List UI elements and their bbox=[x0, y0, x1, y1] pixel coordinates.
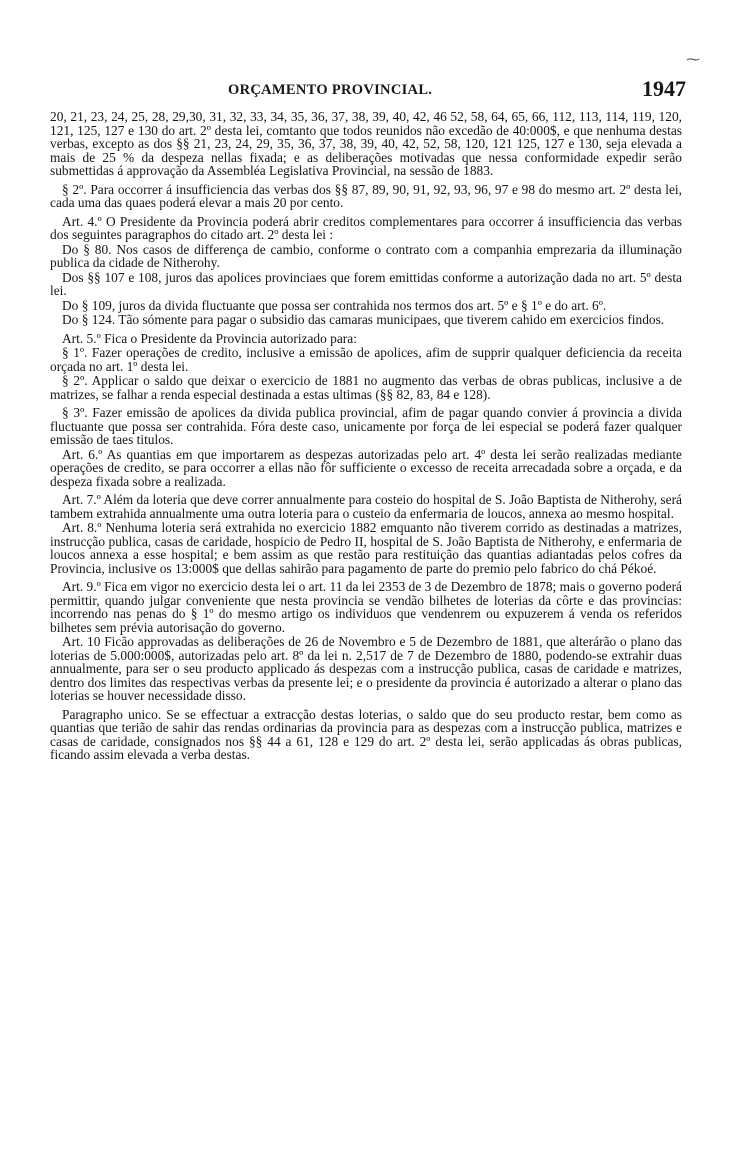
paragraph-art-4: Art. 4.º O Presidente da Provincia poderá abrir creditos complementares para occorrer á insufficiencia das verbas dos seguintes paragraphos do citado art. 2º desta lei : bbox=[50, 213, 682, 242]
paragraph-paragrapho-unico: Paragrapho unico. Se se effectuar a extracção destas loterias, o saldo que do seu producto restar, bem como as quantias que terião de sahir das rendas ordinarias da provincia para as despezas com a instrucção publica, matrizes e casas de caridade, consignados nos §§ 44 a 61, 128 e 129 do art. 2º desta lei, serão applicadas ás obras publicas, ficando assim elevada a verba destas. bbox=[50, 706, 682, 762]
paragraph-art-5: Art. 5.º Fica o Presidente da Provincia autorizado para: bbox=[62, 330, 357, 346]
paragraph-art-7: Art. 7.º Além da loteria que deve correr annualmente para costeio do hospital de S. João Baptista de Nitherohy, será tambem extrahida annualmente uma outra loteria para o custeio da enfermaria de loucos, annexa ao mesmo hospital. bbox=[50, 492, 682, 521]
paragraph-art-4-item-80: Do § 80. Nos casos de differença de cambio, conforme o contrato com a companhia emprezaria da illuminação publica da cidade de Nitherohy. bbox=[50, 241, 682, 270]
paragraph-art-8: Art. 8.º Nenhuma loteria será extrahida no exercicio 1882 emquanto não tiverem corrido as destinadas a matrizes, instrucção publica, casas de caridade, hospicio de Pedro II, hospital de S. João Baptista de Nitherohy, e enfermaria de loucos annexa a esse hospital; e bem assim as que restão para restituição das quantias adiantadas pelos cofres da Provincia, inclusive os 13:000$ que dellas sahirão para pagamento de parte do premio pelo fabrico do chá Pékoé. bbox=[50, 520, 682, 576]
paragraph-art-6: Art. 6.º As quantias em que importarem as despezas autorizadas pelo art. 4º desta lei serão realizadas mediante operações de credito, se para occorrer a ellas não fôr sufficiente o excesso de receita arrecadada sobre a orçada, e da despeza fixada sobre a realizada. bbox=[50, 446, 682, 489]
paragraph-art-5-item-2: § 2º. Applicar o saldo que deixar o exercicio de 1881 no augmento das verbas de obras publicas, inclusive a de matrizes, se falhar a renda especial destinada a estas ultimas (§§ 82, 83, 84 e 128). bbox=[50, 373, 682, 402]
corner-tick-mark: ⁓ bbox=[686, 52, 700, 68]
paragraph-continuation: 20, 21, 23, 24, 25, 28, 29,30, 31, 32, 33, 34, 35, 36, 37, 38, 39, 40, 42, 46 52, 58, 64, 65, 66, 112, 113, 114, 119, 120, 121, 125, 127 e 130 do art. 2º desta lei, comtanto que todos reunidos não excedão de 40:000$, e que nenhuma destas verbas, excepto as dos §§ 21, 23, 24, 29, 35, 36, 37, 38, 39, 40, 42, 52, 58, 120, 121 125, 127 e 130, seja elevada a mais de 25 % da despeza nellas fixada; e as deliberações motivadas que nessa conformidade expedir serão submettidas á approvação da Assembléa Legislativa Provincial, na sessão de 1883. bbox=[50, 109, 682, 178]
paragraph-art-5-item-1: § 1º. Fazer operações de credito, inclusive a emissão de apolices, afim de supprir qualquer deficiencia da receita orçada no art. 1º desta lei. bbox=[50, 345, 682, 374]
page-number: 1947 bbox=[642, 76, 686, 101]
paragraph-art-4-item-124: Do § 124. Tão sómente para pagar o subsidio das camaras municipaes, que tiverem cahido em exercicios findos. bbox=[62, 312, 665, 327]
paragraph-art-5-item-3: § 3º. Fazer emissão de apolices da divida publica provincial, afim de pagar quando convier á provincia a divida fluctuante que possa ser contrahida. Fóra deste caso, unicamente por força de lei especial se poderá fazer qualquer emissão de taes titulos. bbox=[50, 405, 682, 447]
paragraph-section-2: § 2º. Para occorrer á insufficiencia das verbas dos §§ 87, 89, 90, 91, 92, 93, 96, 97 e 98 do mesmo art. 2º desta lei, cada uma das quaes poderá elevar a mais 20 por cento. bbox=[50, 181, 682, 210]
paragraph-art-4-item-109: Do § 109, juros da divida fluctuante que possa ser contrahida nos termos dos art. 5º e § 1º e do art. 6º. bbox=[62, 297, 607, 313]
paragraph-art-4-item-107-108: Dos §§ 107 e 108, juros das apolices provinciaes que forem emittidas conforme a autorização dada no art. 5º desta lei. bbox=[50, 269, 682, 298]
body-text bbox=[50, 110, 682, 763]
paragraph-art-10: Art. 10 Ficão approvadas as deliberações de 26 de Novembro e 5 de Dezembro de 1881, que alterárão o plano das loterias de 5.000:000$, autorizadas pelo art. 8º da lei n. 2,517 de 7 de Dezembro de 1880, podendo-se extrahir duas annualmente, para ser o seu producto applicado ás despezas com a instrucção publica, casas de caridade e matrizes, dentro dos limites das respectivas verbas da presente lei; e o presidente da provincia é autorizado a alterar o plano das loterias se houver necessidade disso. bbox=[50, 634, 682, 703]
running-title: ORÇAMENTO PROVINCIAL. bbox=[228, 82, 433, 98]
page-header bbox=[0, 76, 736, 106]
paragraph-art-9: Art. 9.º Fica em vigor no exercicio desta lei o art. 11 da lei 2353 de 3 de Dezembro de 1878; mais o governo poderá permittir, quando julgar conveniente que nesta provincia se vendão bilhetes de loterias da côrte e das provincias: incorrendo nas penas do § 1º do mesmo artigo os individuos que vendenrem ou expuzerem á venda os referidos bilhetes sem prévia autorisação do governo. bbox=[50, 579, 682, 635]
